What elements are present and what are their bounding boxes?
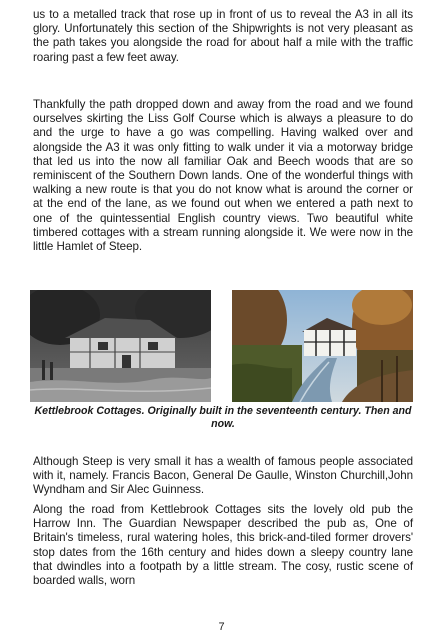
cottages-then-photo — [30, 290, 211, 402]
cottages-now-photo — [232, 290, 413, 402]
photo-caption: Kettlebrook Cottages. Originally built in the seventeenth century. Then and now. — [34, 405, 412, 430]
paragraph-2: Thankfully the path dropped down and away from the road and we found ourselves skirting the Liss Golf Course which is always a pleasure to do and the urge to have a go was compelling. Having walked over and alongside the A3 it was only fitting to walk under it via a motorway bridge that led us into the now all familiar Oak and Beech woods that are so reminiscent of the Southern Down lands. One of the wonderful things with walking a new route is that you do not know what is around the corner or at the end of the lane, as we found out when we entered a path next to one of the quintessential English country views. Two beautiful white timbered cottages with a stream running alongside it. We were now in the little Hamlet of Steep. — [33, 98, 413, 254]
page-number: 7 — [218, 621, 225, 633]
paragraph-3: Although Steep is very small it has a wealth of famous people associated with it, namely. Francis Bacon, General De Gaulle, Winston Churchill,John Wyndham and Sir Alec Guinness. — [33, 455, 413, 497]
paragraph-4: Along the road from Kettlebrook Cottages sits the lovely old pub the Harrow Inn. The Guardian Newspaper described the pub as, One of Britain's timeless, rural watering holes, this brick-and-tiled former drovers' stop dates from the 16th century and hides down a sleepy country lane that dwindles into a footpath by a little stream. The cosy, rustic scene of boarded walls, worn — [33, 503, 413, 588]
paragraph-1: us to a metalled track that rose up in front of us to reveal the A3 in all its glory. Unfortunately this section of the Shipwrights is not very pleasant as the path takes you alongside the road for about half a mile with the traffic roaring past a few feet away. — [33, 8, 413, 64]
